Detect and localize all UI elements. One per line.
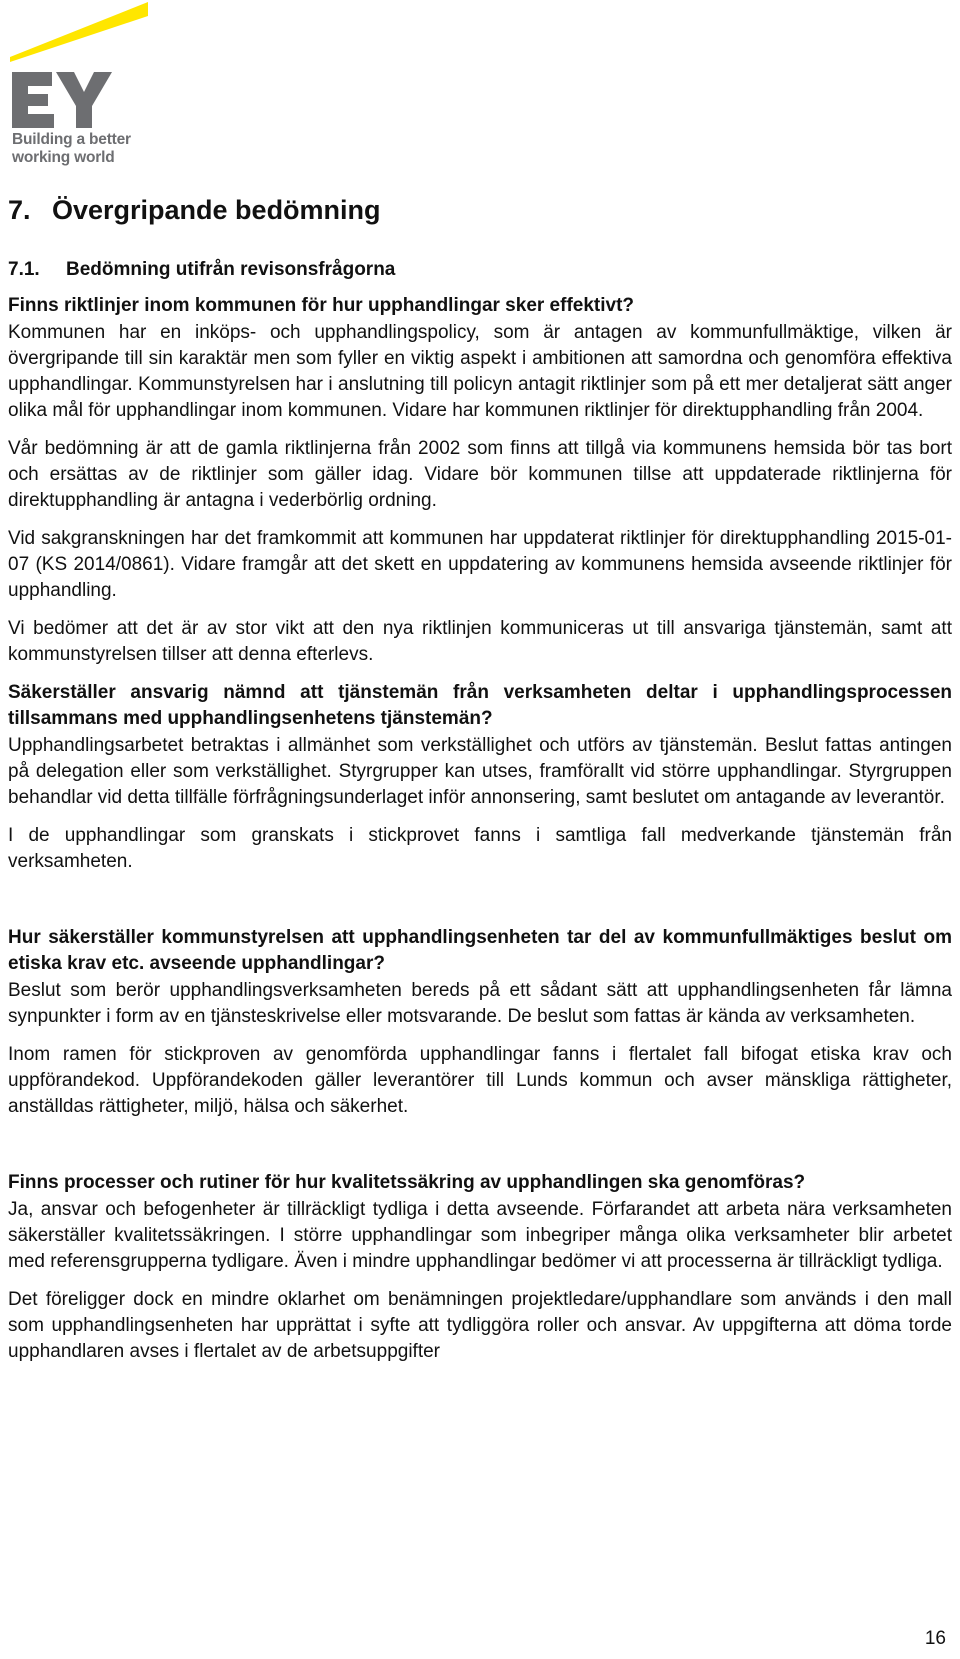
section-title: Bedömning utifrån revisonsfrågorna [66, 259, 396, 280]
question-heading: Hur säkerställer kommunstyrelsen att upphandlingsenheten tar del av kommunfullmäktiges beslut om etiska krav etc. avseende upphandlingar? [8, 927, 952, 974]
paragraph: Det föreligger dock en mindre oklarhet om benämningen projektledare/upphandlare som används i den mall som upphandlingsenheten har upprättat i syfte att tydliggöra roller och ansvar. Av uppgifterna att döma torde upphandlaren avses i flertalet av de arbetsuppgifter [8, 1289, 952, 1362]
paragraph: Vår bedömning är att de gamla riktlinjerna från 2002 som finns att tillgå via kommunens hemsida bör tas bort och ersättas av de riktlinjer som gäller idag. Vidare bör kommunen tillse att uppdaterade riktlinjerna för direktupphandling är antagna i vederbörlig ordning. [8, 438, 952, 511]
paragraph: Kommunen har en inköps- och upphandlingspolicy, som är antagen av kommunfullmäktige, vilken är övergripande till sin karaktär men som fyller en viktig aspekt i ambitionen att samordna och genomföra effektiva upphandlingar. Kommunstyrelsen har i anslutning till policyn antagit riktlinjer som på ett mer detaljerat sätt anger olika mål för upphandlingar inom kommunen. Vidare har kommunen riktlinjer för direktupphandling från 2004. [8, 322, 952, 421]
paragraph: I de upphandlingar som granskats i stickprovet fanns i samtliga fall medverkande tjänstemän från verksamheten. [8, 825, 952, 872]
ey-logo-tagline [12, 131, 162, 167]
paragraph: Ja, ansvar och befogenheter är tillräckligt tydliga i detta avseende. Förfarandet att arbeta nära verksamheten säkerställer kvalitetssäkringen. I större upphandlingar som inbegriper många olika verksamheter blir arbetet med referensgrupperna tydligare. Även i mindre upphandlingar bedömer vi att processerna är tillräckligt tydliga. [8, 1199, 952, 1272]
paragraph: Vi bedömer att det är av stor vikt att den nya riktlinjen kommuniceras ut till ansvariga tjänstemän, samt att kommunstyrelsen tillser att denna efterlevs. [8, 618, 952, 665]
ey-logo-letter-y [56, 72, 112, 128]
ey-logo-beam [10, 2, 148, 62]
ey-logo-tagline-line2: working world [12, 149, 115, 166]
document-body [8, 193, 952, 1377]
paragraph: Upphandlingsarbetet betraktas i allmänhet som verkställighet och utförs av tjänstemän. Beslut fattas antingen på delegation eller som verkställighet. Styrgrupper kan utses, framförallt vid större upphandlingar. Styrgruppen behandlar vid detta tillfälle förfrågningsunderlaget inför annonsering, samt beslutet om antagande av leverantör. [8, 735, 952, 808]
chapter-heading [8, 193, 952, 227]
paragraph: Vid sakgranskningen har det framkommit att kommunen har uppdaterat riktlinjer för direktupphandling 2015-01-07 (KS 2014/0861). Vidare framgår att det skett en uppdatering av kommunens hemsida avseende riktlinjer för upphandling. [8, 528, 952, 601]
ey-logo-letter-e [12, 72, 54, 128]
question-heading: Säkerställer ansvarig nämnd att tjänstemän från verksamheten deltar i upphandlingsprocessen tillsammans med upphandlingsenhetens tjänstemän? [8, 682, 952, 729]
page-number: 16 [924, 1628, 946, 1649]
section-number: 7.1. [8, 259, 40, 280]
paragraph: Inom ramen för stickproven av genomförda upphandlingar fanns i flertalet fall bifogat etiska krav och uppförandekod. Uppförandekoden gäller leverantörer till Lunds kommun och avser mänskliga rättigheter, anställdas rättigheter, miljö, hälsa och säkerhet. [8, 1044, 952, 1117]
question-heading: Finns processer och rutiner för hur kvalitetssäkring av upphandlingen ska genomföras? [8, 1172, 806, 1193]
ey-logo-tagline-line1: Building a better [12, 131, 131, 148]
chapter-number: 7. [8, 195, 31, 225]
paragraph: Beslut som berör upphandlingsverksamheten bereds på ett sådant sätt att upphandlingsenheten får lämna synpunkter i form av en tjänsteskrivelse eller motsvarande. De beslut som fattas är kända av verksamheten. [8, 980, 952, 1027]
question-heading: Finns riktlinjer inom kommunen för hur upphandlingar sker effektivt? [8, 295, 635, 316]
ey-logo-mark [8, 2, 156, 132]
chapter-title: Övergripande bedömning [52, 195, 381, 225]
section-heading [8, 257, 952, 283]
ey-logo [8, 2, 156, 172]
